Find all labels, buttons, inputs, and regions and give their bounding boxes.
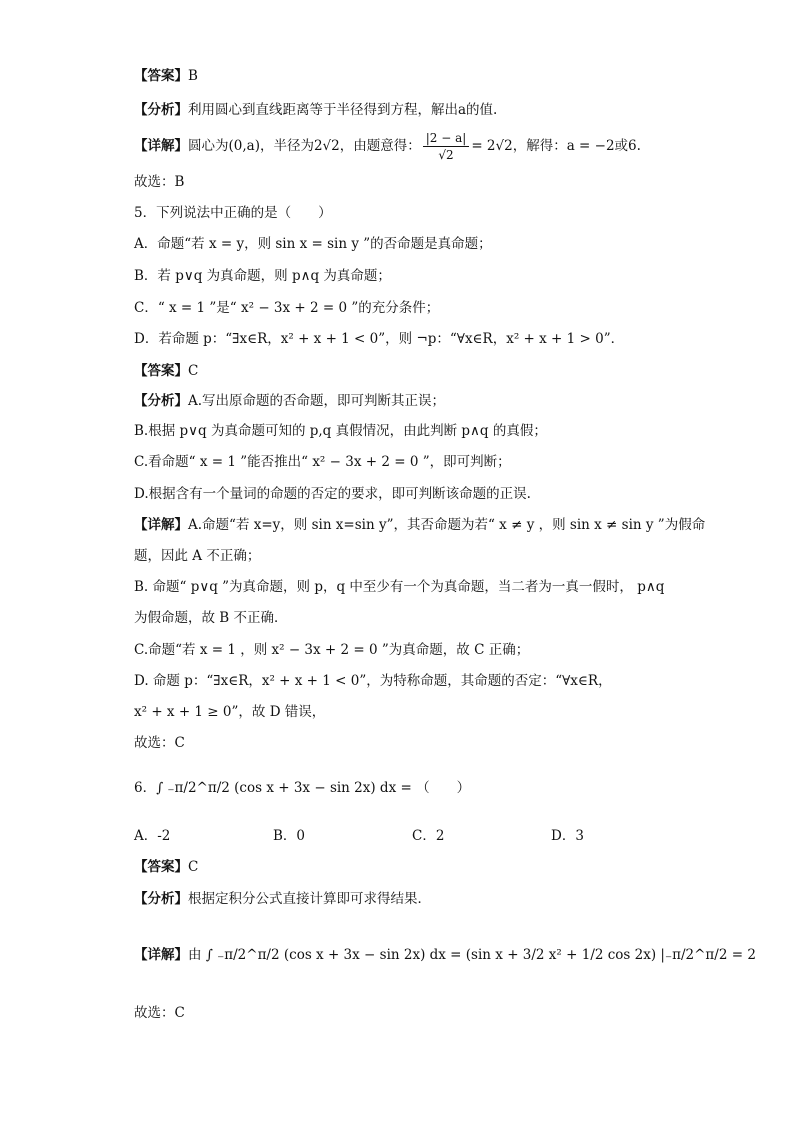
detail-label: 【详解】 [134, 138, 188, 154]
q6-stem: 6．∫ ₋π/2^π/2 (cos x + 3x − sin 2x) dx = （ ） [134, 780, 471, 796]
q4-conclusion: 故选：B [134, 174, 185, 190]
detail-text-2: = 2√2，解得：a = −2或6. [471, 138, 641, 154]
answer-label: 【答案】 [134, 68, 188, 84]
detail-label: 【详解】 [134, 947, 188, 963]
detail-label: 【详解】 [134, 517, 188, 533]
q5-detail-4: 为假命题，故 B 不正确． [134, 610, 288, 626]
analysis-label: 【分析】 [134, 891, 188, 907]
detail-text: A.命题“若 x=y，则 sin x=sin y”，其否命题为若“ x ≠ y ，则 sin x ≠ sin y ”为假命 [188, 517, 706, 533]
q6-detail [134, 945, 756, 965]
q5-conclusion: 故选：C [134, 735, 185, 751]
answer-label: 【答案】 [134, 363, 188, 379]
q6-choice-b: B．0 [273, 828, 306, 844]
detail-text-1: 圆心为(0,a)，半径为2√2，由题意得： [188, 138, 421, 154]
q4-answer [134, 66, 198, 86]
q5-stem: 5．下列说法中正确的是（ ） [134, 205, 332, 221]
analysis-text: A.写出原命题的否命题，即可判断其正误； [188, 393, 446, 409]
analysis-label: 【分析】 [134, 102, 188, 118]
q5-detail-2: 题，因此 A 不正确； [134, 548, 261, 564]
q5-analysis-b: B.根据 p∨q 为真命题可知的 p,q 真假情况，由此判断 p∧q 的真假； [134, 423, 547, 439]
fraction-numerator: |2 − a| [423, 130, 470, 147]
q6-answer [134, 857, 198, 877]
q5-option-c: C．“ x = 1 ”是“ x² − 3x + 2 = 0 ”的充分条件； [134, 300, 440, 316]
q6-choices [134, 826, 690, 846]
q4-detail [134, 130, 641, 163]
q6-choice-a: A．-2 [134, 828, 171, 844]
fraction-denominator: √2 [438, 148, 454, 162]
q5-analysis-c: C.看命题“ x = 1 ”能否推出“ x² − 3x + 2 = 0 ”，即可判断； [134, 454, 511, 470]
q6-analysis [134, 889, 431, 909]
detail-fraction [423, 130, 470, 163]
analysis-text: 利用圆心到直线距离等于半径得到方程，解出a的值. [188, 102, 498, 118]
q4-analysis [134, 100, 497, 120]
q6-choice-c: C．2 [412, 828, 445, 844]
answer-value: C [188, 859, 199, 875]
analysis-text: 根据定积分公式直接计算即可求得结果． [188, 891, 431, 907]
answer-value: C [188, 363, 199, 379]
q5-analysis [134, 391, 445, 411]
q5-detail-5: C.命题“若 x = 1 ，则 x² − 3x + 2 = 0 ”为真命题，故 C 正确； [134, 642, 530, 658]
q6-conclusion: 故选：C [134, 1005, 185, 1021]
analysis-label: 【分析】 [134, 393, 188, 409]
q5-detail-6: D. 命题 p：“∃x∈R，x² + x + 1 < 0”，为特称命题，其命题的否定：“∀x∈R， [134, 673, 612, 689]
answer-value: B [188, 68, 198, 84]
q5-option-d: D．若命题 p：“∃x∈R，x² + x + 1 < 0”，则 ¬p：“∀x∈R，x² + x + 1 > 0”． [134, 331, 625, 347]
q5-answer [134, 361, 198, 381]
q5-option-b: B．若 p∨q 为真命题，则 p∧q 为真命题； [134, 268, 391, 284]
q5-analysis-d: D.根据含有一个量词的命题的否定的要求，即可判断该命题的正误. [134, 486, 531, 502]
q5-detail-7: x² + x + 1 ≥ 0”，故 D 错误， [134, 704, 326, 720]
detail-text: 由 ∫ ₋π/2^π/2 (cos x + 3x − sin 2x) dx = (sin x + 3/2 x² + 1/2 cos 2x) |₋π/2^π/2 = 2 [188, 947, 756, 963]
q6-choice-d: D．3 [551, 828, 584, 844]
q5-option-a: A．命题“若 x = y，则 sin x = sin y ”的否命题是真命题； [134, 236, 492, 252]
q5-detail-3: B. 命题“ p∨q ”为真命题，则 p，q 中至少有一个为真命题，当二者为一真一假时， p∧q [134, 579, 665, 595]
q5-detail [134, 515, 705, 535]
answer-label: 【答案】 [134, 859, 188, 875]
